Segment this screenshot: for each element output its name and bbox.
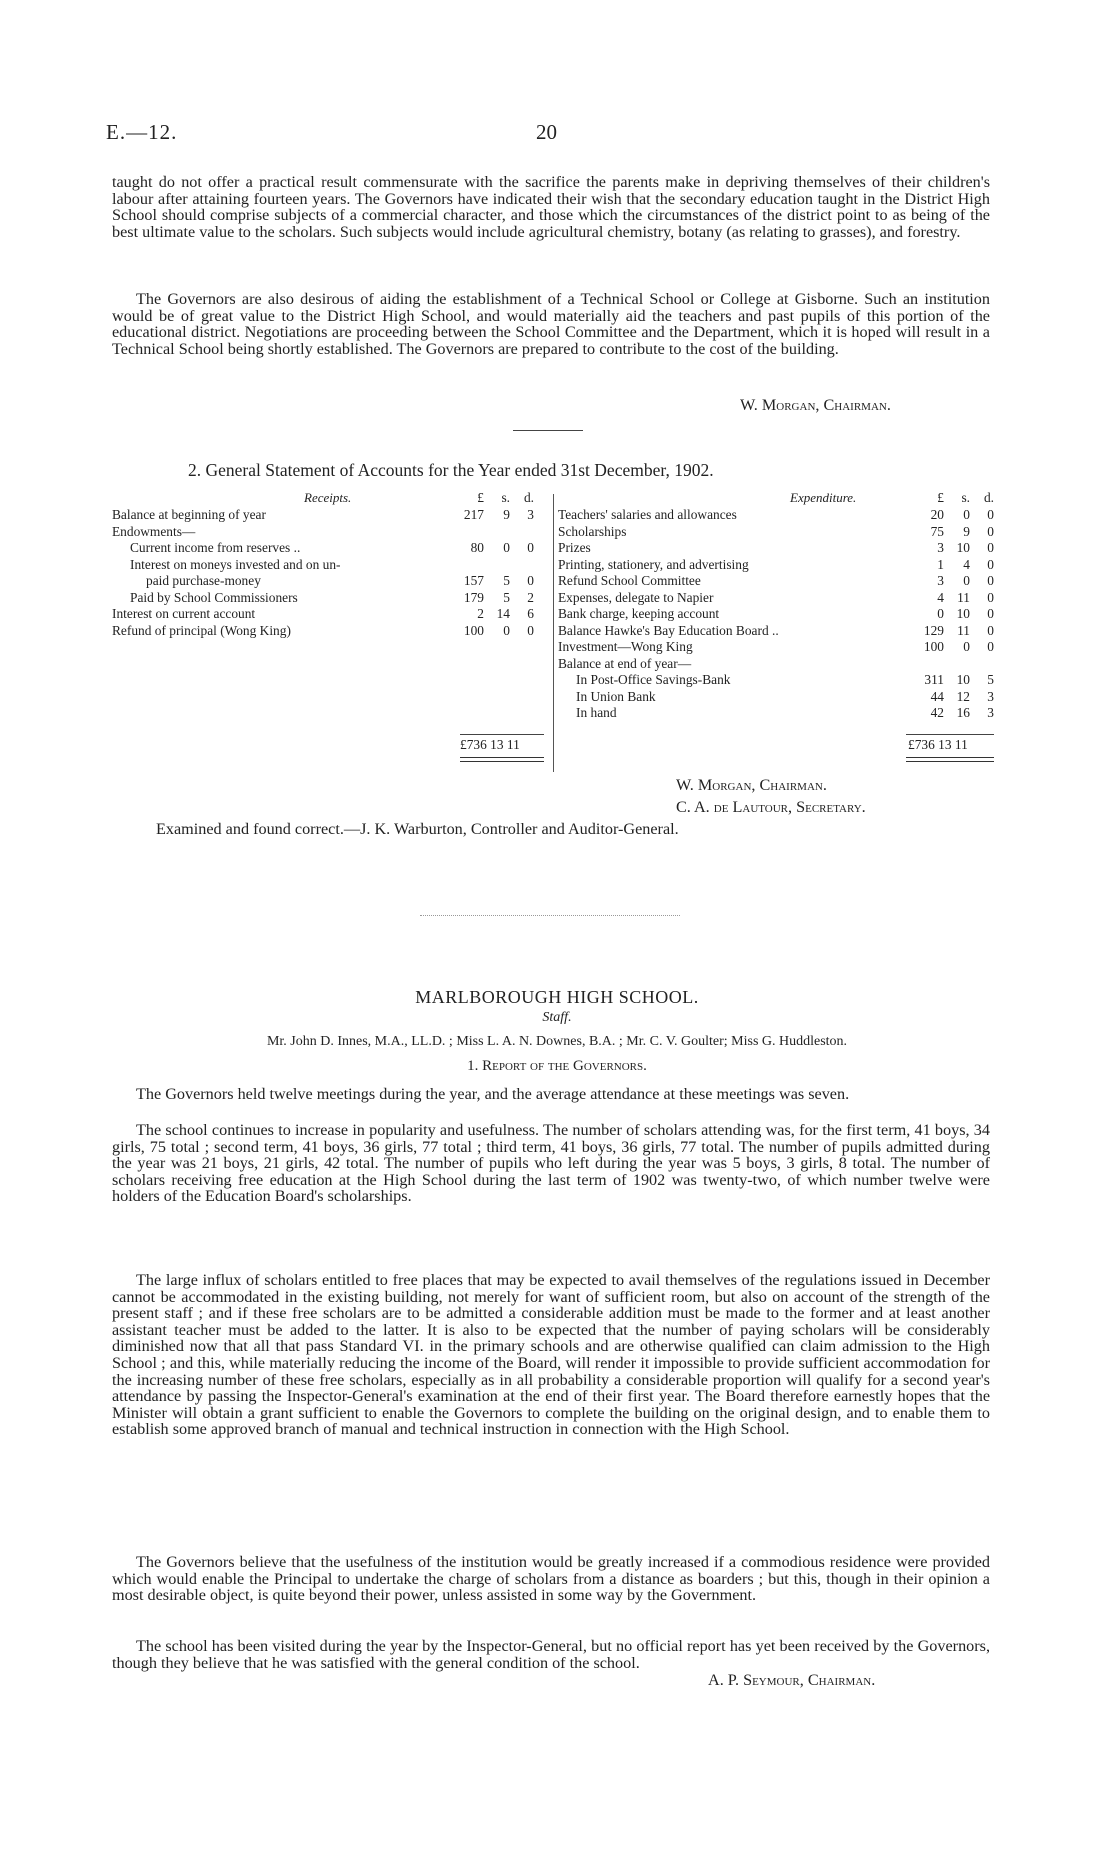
receipt-amount: 2 14 6 <box>477 606 534 621</box>
accounts-signature-chairman: W. Morgan, Chairman. <box>676 776 827 794</box>
auditor-statement: Examined and found correct.—J. K. Warburton, Controller and Auditor-General. <box>156 820 679 838</box>
expenditure-amount <box>920 656 994 672</box>
expenditure-label: Teachers' salaries and allowances <box>558 507 737 522</box>
receipt-row <box>112 573 452 589</box>
intro-paragraph-2: The Governors are also desirous of aiding the establishment of a Technical School or College at Gisborne. Such an institution would be of great value to the District High School, and would materially aid the teachers and past pupils of this portion of the educational district. Negotiations are proceeding between the School Committee and the Department, which it is hoped will result in a Technical School being shortly established. The Governors are prepared to contribute to the cost of the building. <box>112 290 990 358</box>
expenditure-label: In Union Bank <box>576 688 656 704</box>
expenditure-amount: 44 12 3 <box>930 688 994 704</box>
expenditure-total: £736 13 11 <box>908 737 968 752</box>
receipt-label: Paid by School Commissioners <box>130 589 298 605</box>
accounts-signature-secretary: C. A. de Lautour, Secretary. <box>676 798 866 816</box>
receipt-amount: 80 0 0 <box>470 540 534 555</box>
expenditure-heading: Expenditure. <box>790 490 857 505</box>
expenditure-label: Scholarships <box>558 523 627 539</box>
accounts-column-divider <box>553 494 554 772</box>
receipt-amount: 157 5 0 <box>463 573 534 588</box>
expenditure-row <box>558 656 898 672</box>
expenditure-row <box>558 573 898 589</box>
expenditure-label: Refund School Committee <box>558 573 701 588</box>
expenditure-label: Prizes <box>558 540 591 555</box>
receipt-row <box>112 623 452 639</box>
expenditure-row <box>558 689 898 705</box>
report-paragraph-3: The large influx of scholars entitled to free places that may be expected to avail themselves of the regulations issued in December cannot be accommodated in the existing building, not merely for want of sufficient room, but also on account of the strength of the present staff ; and if these free scholars are to be admitted a considerable addition must be made to the former and at least another assistant teacher must be added to the latter. It is also to be expected that the number of paying scholars will be considerably diminished now that all that pass Standard VI. in the primary schools and are otherwise qualified can claim admission to the High School ; and this, while materially reducing the income of the Board, will render it impossible to provide sufficient accommodation for the increasing number of these free scholars, especially as in all probability a considerable proportion will qualify for a second year's attendance by passing the Inspector-General's examination at the end of their first year. The Board therefore earnestly hopes that the Minister will obtain a grant sufficient to enable the Governors to complete the building on the original design, and to enable them to establish some approved branch of manual and technical instruction in connection with the High School. <box>112 1271 990 1439</box>
expenditure-label: Balance at end of year— <box>558 655 692 671</box>
receipts-total-double-rule <box>460 757 544 762</box>
receipts-total-rule <box>460 734 544 735</box>
expenditure-label: Printing, stationery, and advertising <box>558 556 749 572</box>
report-paragraph-5: The school has been visited during the year by the Inspector-General, but no official report has yet been received by the Governors, though they believe that he was satisfied with the general condition of the school. <box>112 1637 990 1672</box>
report-heading: 1. Report of the Governors. <box>467 1058 647 1074</box>
expenditure-label: In Post-Office Savings-Bank <box>576 672 731 687</box>
expenditure-amount: 75 9 0 <box>930 523 994 539</box>
expenditure-row <box>558 639 898 655</box>
expenditure-label: Investment—Wong King <box>558 639 693 654</box>
expenditure-row <box>558 557 898 573</box>
expenditure-label: Bank charge, keeping account <box>558 606 720 621</box>
receipt-amount <box>460 557 534 573</box>
expenditure-amount: 42 16 3 <box>930 705 994 720</box>
expenditure-row <box>558 623 898 639</box>
expenditure-total-double-rule <box>906 757 994 762</box>
receipt-label: Balance at beginning of year <box>112 507 266 522</box>
report-paragraph-2: The school continues to increase in popularity and usefulness. The number of scholars attending was, for the first term, 41 boys, 34 girls, 75 total ; second term, 41 boys, 36 girls, 77 total ; third term, 41 boys, 36 girls, 77 total. The number of pupils admitted during the year was 21 boys, 21 girls, 42 total. The number of pupils who left during the year was 5 boys, 3 girls, 8 total. The number of scholars receiving free education at the High School during the last term of 1902 was twenty-two, of which number twelve were holders of the Education Board's scholarships. <box>112 1121 990 1206</box>
receipts-currency-heads: £ s. d. <box>477 490 534 505</box>
receipt-row <box>112 540 452 556</box>
expenditure-label: Expenses, delegate to Napier <box>558 589 714 605</box>
expenditure-row <box>558 524 898 540</box>
expenditure-amount: 3 10 0 <box>937 540 994 555</box>
receipt-label: Current income from reserves .. <box>130 540 301 555</box>
intro-paragraph-1: taught do not offer a practical result commensurate with the sacrifice the parents make in depriving themselves of their children's labour after attaining fourteen years. The Governors have indicated their wish that the secondary education taught in the District High School should comprise subjects of a commercial character, and those which the circumstances of the district point to as being of the best ultimate value to the scholars. Such subjects would include agricultural chemistry, botany (as relating to grasses), and forestry. <box>112 173 990 241</box>
receipt-amount <box>460 524 534 540</box>
receipt-amount: 100 0 0 <box>463 622 534 638</box>
expenditure-row <box>558 590 898 606</box>
receipt-label: Interest on current account <box>112 606 256 621</box>
accounts-title: 2. General Statement of Accounts for the Year ended 31st December, 1902. <box>188 460 714 480</box>
section-divider <box>513 430 583 431</box>
receipt-label: Interest on moneys invested and on un- <box>130 556 341 572</box>
receipt-label: paid purchase-money <box>146 573 261 588</box>
expenditure-amount: 4 11 0 <box>937 589 994 605</box>
expenditure-label: In hand <box>576 705 617 720</box>
expenditure-currency-heads: £ s. d. <box>937 490 994 505</box>
receipt-amount: 217 9 3 <box>463 507 534 522</box>
intro-signature: W. Morgan, Chairman. <box>740 396 891 414</box>
page-number: 20 <box>536 120 557 144</box>
section-separator <box>420 915 680 916</box>
staff-list: Mr. John D. Innes, M.A., LL.D. ; Miss L. A. N. Downes, B.A. ; Mr. C. V. Goulter; Miss G. Huddleston. <box>266 1034 848 1049</box>
receipt-row <box>112 590 452 606</box>
expenditure-amount: 3 0 0 <box>937 573 994 588</box>
receipt-row <box>112 557 452 573</box>
report-paragraph-1: The Governors held twelve meetings during the year, and the average attendance at these meetings was seven. <box>136 1085 850 1103</box>
expenditure-row <box>558 672 898 688</box>
receipt-label: Refund of principal (Wong King) <box>112 622 291 638</box>
expenditure-amount: 20 0 0 <box>930 507 994 522</box>
receipt-row <box>112 507 452 523</box>
receipt-label: Endowments— <box>112 523 196 539</box>
report-paragraph-4: The Governors believe that the usefulness of the institution would be greatly increased if a commodious residence were provided which would enable the Principal to undertake the charge of scholars from a distance as boarders ; but this, though in their opinion a most desirable object, is quite beyond their power, unless assisted in some way by the Government. <box>112 1553 990 1605</box>
expenditure-row <box>558 540 898 556</box>
school-title: MARLBOROUGH HIGH SCHOOL. <box>415 987 699 1007</box>
expenditure-label: Balance Hawke's Bay Education Board .. <box>558 622 779 638</box>
expenditure-amount: 129 11 0 <box>923 622 994 638</box>
page-reference: E.—12. <box>106 120 178 144</box>
expenditure-row <box>558 705 898 721</box>
receipt-amount: 179 5 2 <box>463 589 534 605</box>
staff-heading: Staff. <box>542 1010 572 1025</box>
expenditure-amount: 1 4 0 <box>937 556 994 572</box>
receipt-row <box>112 606 452 622</box>
expenditure-row <box>558 606 898 622</box>
expenditure-amount: 311 10 5 <box>924 672 994 687</box>
receipts-total: £736 13 11 <box>460 737 520 752</box>
receipts-heading: Receipts. <box>304 490 352 505</box>
receipt-row <box>112 524 452 540</box>
report-signature: A. P. Seymour, Chairman. <box>708 1671 876 1689</box>
expenditure-row <box>558 507 898 523</box>
expenditure-amount: 100 0 0 <box>923 639 994 654</box>
expenditure-amount: 0 10 0 <box>937 606 994 621</box>
expenditure-total-rule <box>906 734 994 735</box>
